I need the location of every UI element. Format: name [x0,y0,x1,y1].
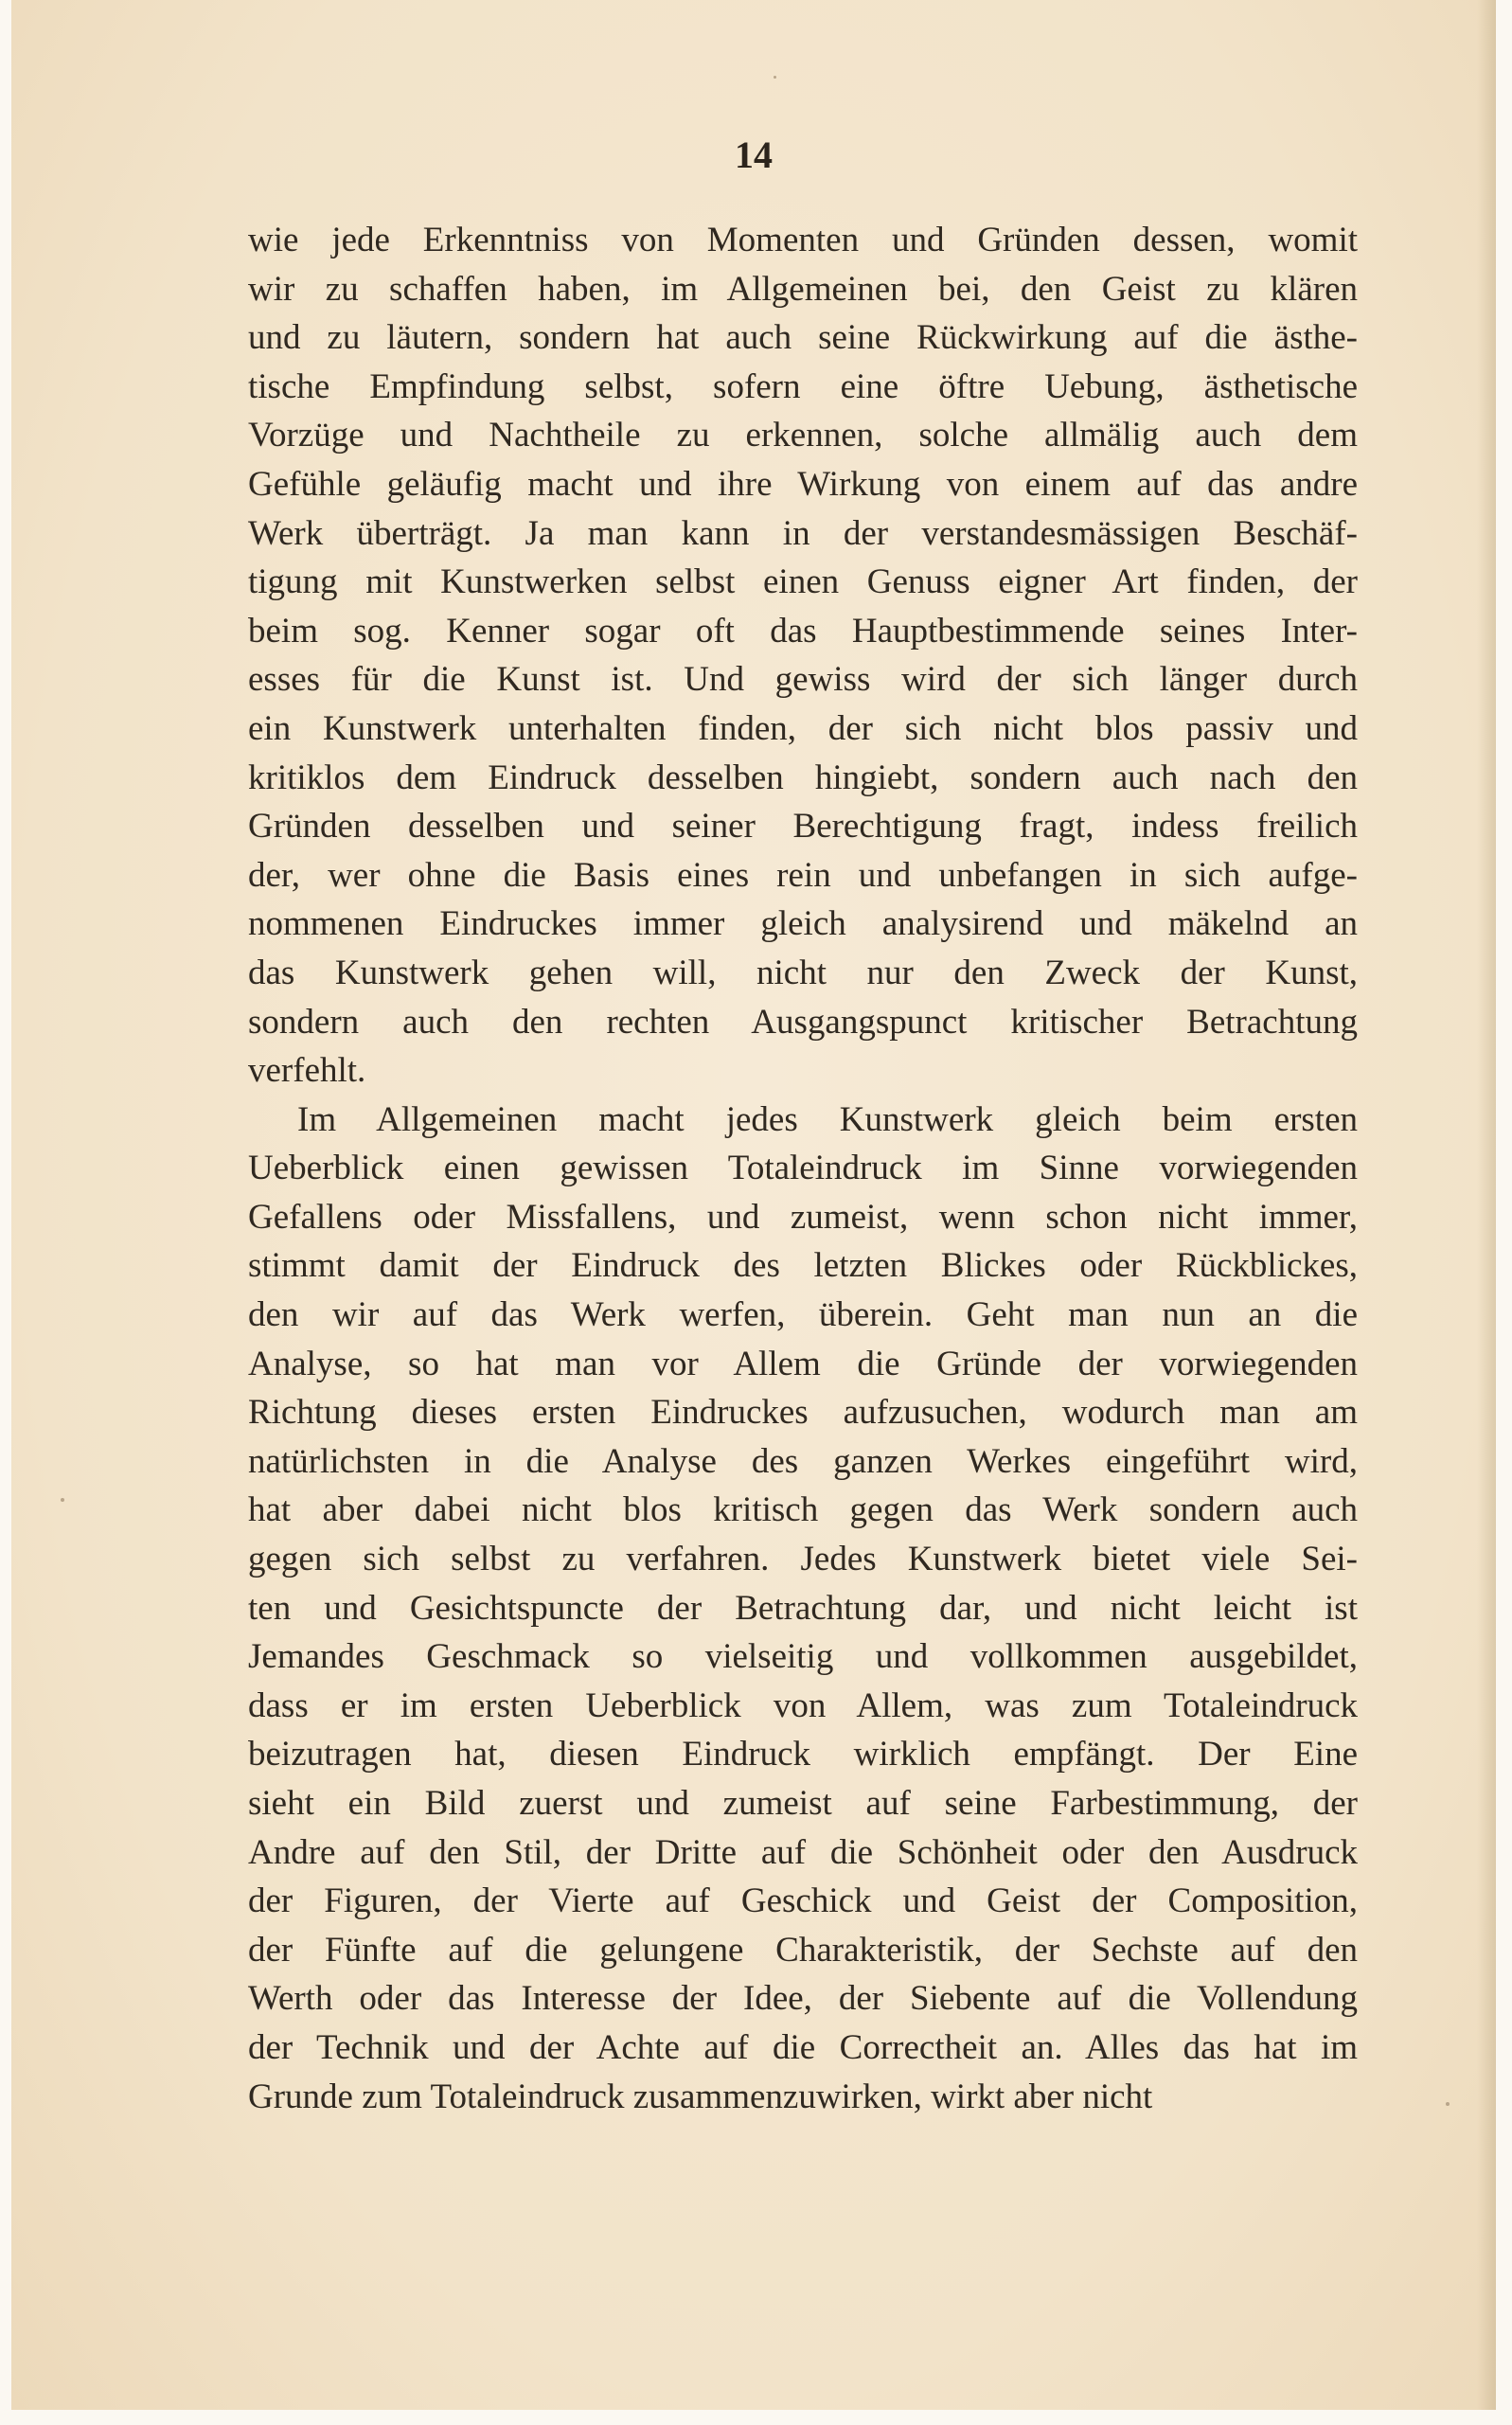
text-line: wir zu schaffen haben, im Allgemeinen bei, den Geist zu klären [248,269,1358,309]
text-line: Gefühle geläufig macht und ihre Wirkung von einem auf das andre [248,464,1358,504]
paper-speck [774,76,776,79]
paragraph [248,1096,1358,2121]
text-line: Vorzüge und Nachtheile zu erkennen, solche allmälig auch dem [248,416,1358,455]
text-line: esses für die Kunst ist. Und gewiss wird der sich länger durch [248,660,1358,700]
text-line: tigung mit Kunstwerken selbst einen Genuss eigner Art finden, der [248,562,1358,602]
text-line: Andre auf den Stil, der Dritte auf die Schönheit oder den Ausdruck [248,1832,1358,1872]
text-line: und zu läutern, sondern hat auch seine Rückwirkung auf die ästhe- [248,318,1358,358]
text-line: Richtung dieses ersten Eindruckes aufzusuchen, wodurch man am [248,1393,1358,1433]
paragraph [248,216,1358,1096]
text-line: kritiklos dem Eindruck desselben hingiebt, sondern auch nach den [248,758,1358,797]
text-line: Jemandes Geschmack so vielseitig und vollkommen ausgebildet, [248,1637,1358,1677]
text-line: Im Allgemeinen macht jedes Kunstwerk gleich beim ersten [297,1099,1358,1139]
book-page [11,0,1496,2410]
text-line: ein Kunstwerk unterhalten finden, der sich nicht blos passiv und [248,708,1358,748]
text-line: Grunde zum Totaleindruck zusammenzuwirken, wirkt aber nicht [248,2077,1153,2116]
text-line: verfehlt. [248,1051,366,1091]
text-line: Analyse, so hat man vor Allem die Gründe der vorwiegenden [248,1344,1358,1383]
text-line: ten und Gesichtspuncte der Betrachtung dar, und nicht leicht ist [248,1588,1358,1628]
paper-speck [61,1498,64,1502]
text-line: natürlichsten in die Analyse des ganzen Werkes eingeführt wird, [248,1441,1358,1481]
text-line: nommenen Eindruckes immer gleich analysirend und mäkelnd an [248,904,1358,944]
text-line: Werk überträgt. Ja man kann in der verstandesmässigen Beschäf- [248,513,1358,553]
text-line: stimmt damit der Eindruck des letzten Blickes oder Rückblickes, [248,1246,1358,1286]
text-line: hat aber dabei nicht blos kritisch gegen das Werk sondern auch [248,1490,1358,1530]
body-text [248,216,1358,2121]
text-line: beizutragen hat, diesen Eindruck wirklich empfängt. Der Eine [248,1735,1358,1774]
text-line: sieht ein Bild zuerst und zumeist auf seine Farbestimmung, der [248,1784,1358,1823]
text-line: der Figuren, der Vierte auf Geschick und Geist der Composition, [248,1881,1358,1921]
page-number: 14 [735,134,773,176]
text-line: Gründen desselben und seiner Berechtigung fragt, indess freilich [248,807,1358,847]
text-line: der Technik und der Achte auf die Correctheit an. Alles das hat im [248,2027,1358,2067]
text-line: tische Empfindung selbst, sofern eine öftre Uebung, ästhetische [248,366,1358,406]
text-line: gegen sich selbst zu verfahren. Jedes Kunstwerk bietet viele Sei- [248,1540,1358,1579]
text-line: Werth oder das Interesse der Idee, der Siebente auf die Vollendung [248,1979,1358,2019]
text-line: der, wer ohne die Basis eines rein und unbefangen in sich aufge- [248,855,1358,895]
text-line: wie jede Erkenntniss von Momenten und Gründen dessen, womit [248,221,1358,259]
text-line: dass er im ersten Ueberblick von Allem, was zum Totaleindruck [248,1685,1358,1725]
text-line: das Kunstwerk gehen will, nicht nur den Zweck der Kunst, [248,953,1358,992]
text-line: Ueberblick einen gewissen Totaleindruck im Sinne vorwiegenden [248,1149,1358,1188]
text-line: den wir auf das Werk werfen, überein. Geht man nun an die [248,1295,1358,1335]
page-edge-shadow [1477,0,1496,2410]
paper-speck [1446,2102,1450,2106]
text-line: der Fünfte auf die gelungene Charakteristik, der Sechste auf den [248,1930,1358,1970]
text-line: sondern auch den rechten Ausgangspunct kritischer Betrachtung [248,1002,1358,1042]
text-line: beim sog. Kenner sogar oft das Hauptbestimmende seines Inter- [248,611,1358,651]
text-line: Gefallens oder Missfallens, und zumeist, wenn schon nicht immer, [248,1197,1358,1237]
